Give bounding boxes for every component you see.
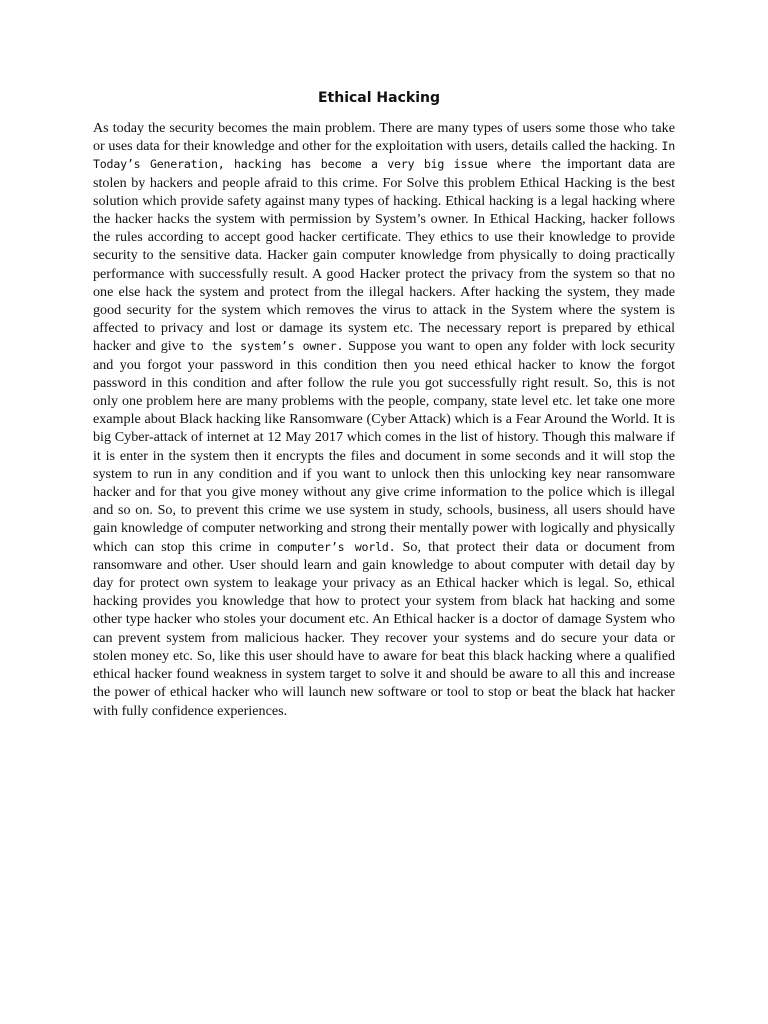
paragraph-segment: important data are stolen by hackers and people afraid to this crime. For Solve this problem Ethical Hacking is the best solution which provide safety against many types of hacking. Ethical hacking is a legal hacking where the hacker hacks the system with permission by System’s owner. In Ethical Hacking, hacker follows the rules according to accept good hacker certificate. They ethics to use their knowledge to provide security to the sensitive data. Hacker gain computer knowledge from physically to doing practically performance with successfully result. A good Hacker protect the privacy from the system so that no one else hack the system and protect from the illegal hackers. After hacking the system, they made good security for the system which removes the virus to attack in the System where the system is affected to privacy and lost or damage its system etc. The necessary report is prepared by ethical hacker and give xyxy=(93,156,675,355)
paragraph-segment: computer’s world. xyxy=(276,539,396,554)
body-paragraph xyxy=(93,119,675,720)
paragraph-segment: to the system’s owner. xyxy=(189,339,344,354)
document-title: Ethical Hacking xyxy=(317,90,440,106)
paragraph-segment: In Today’s Generation, hacking has become a very big issue where the xyxy=(93,139,675,172)
paragraph-segment: So, that protect their data or document from ransomware and other. User should learn and gain knowledge to about computer with detail day by day for protect own system to leakage your privacy as an Ethical hacker which is legal. So, ethical hacking provides you knowledge that how to protect your system from black hat hacking and some other type hacker who stoles your document etc. An Ethical hacker is a doctor of damage System who can prevent system from malicious hacker. They recover your systems and do secure your data or stolen money etc. So, like this user should have to aware for beat this black hacking where a qualified ethical hacker found weakness in system target to solve it and should be aware to all this and increase the power of ethical hacker who will launch new software or tool to stop or beat the black hat hacker with fully confidence experiences. xyxy=(93,538,676,719)
paragraph-segment: As today the security becomes the main problem. There are many types of users some those who take or uses data for their knowledge and other for the exploitation with users, details called the hacking. xyxy=(93,120,675,155)
paragraph-segment: Suppose you want to open any folder with lock security and you forgot your password in this condition then you need ethical hacker to know the forgot password in this condition and after follow the rule you got successfully right result. So, this is not only one problem here are many problems with the people, company, state level etc. let take one more example about Black hacking like Ransomware (Cyber Attack) which is a Fear Around the World. It is big Cyber-attack of internet at 12 May 2017 which comes in the list of history. Though this malware if it is enter in the system then it encrypts the files and document in some seconds and it will stop the system to run in any condition and if you want to unlock then this unlocking key near ransomware hacker and for that you give money without any give crime information to the police which is illegal and so on. So, to prevent this crime we use system in study, schools, business, all users should have gain knowledge of computer networking and strong their mentally power with logically and physically which can stop this crime in xyxy=(93,338,675,555)
